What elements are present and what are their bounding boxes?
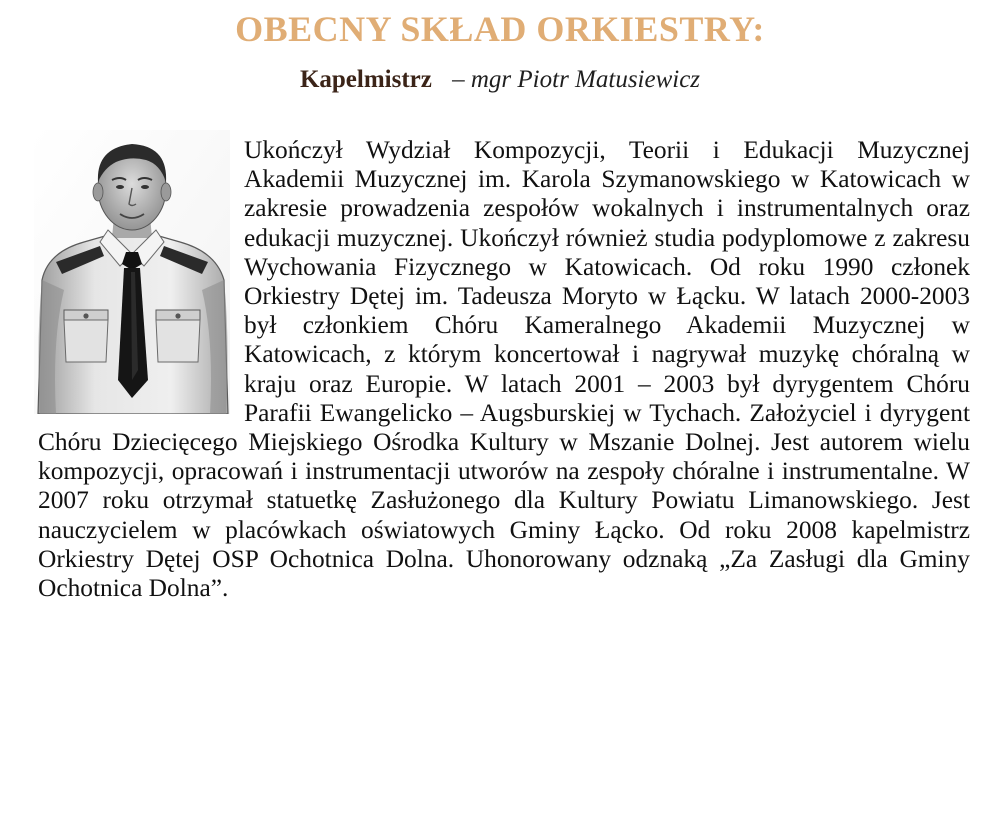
biography-paragraph: Ukończył Wydział Kompozycji, Teorii i Edukacji Muzycznej Akademii Muzycznej im. Karola Szymanowskiego w Katowicach w zakresie prowadzenia zespołów wokalnych i instrumentalnych oraz edukacji muzycznej. Ukończył również studia podyplomowe z zakresu Wychowania Fizycznego w Katowicach. Od roku 1990 członek Orkiestry Dętej im. Tadeusza Moryto w Łącku. W latach 2000-2003 był członkiem Chóru Kameralnego Akademii Muzycznej w Katowicach, z którym koncertował i nagrywał muzykę chóralną w kraju oraz Europie. W latach 2001 – 2003 był dyrygentem Chóru Parafii Ewangelicko – Augsburskiej w Tychach. Założyciel i dyrygent Chóru Dziecięcego Miejskiego Ośrodka Kultury w Mszanie Dolnej. Jest autorem wielu kompozycji, opracowań i instrumentacji utworów na zespoły chóralne i instrumentalne. W 2007 roku otrzymał statuetkę Zasłużonego dla Kultury Powiatu Limanowskiego. Jest nauczycielem w placówkach oświatowych Gminy Łącko. Od roku 2008 kapelmistrz Orkiestry Dętej OSP Ochotnica Dolna. Uhonorowany odznaką „Za Zasługi dla Gminy Ochotnica Dolna”. [38,136,970,603]
biography-text [38,136,970,603]
person-name: mgr Piotr Matusiewicz [470,66,701,93]
conductor-header [0,66,1000,94]
separator-dash: – [452,66,465,93]
photo-spacer [38,136,244,410]
page-title: OBECNY SKŁAD ORKIESTRY: [235,9,765,49]
role-label: Kapelmistrz [299,66,432,93]
